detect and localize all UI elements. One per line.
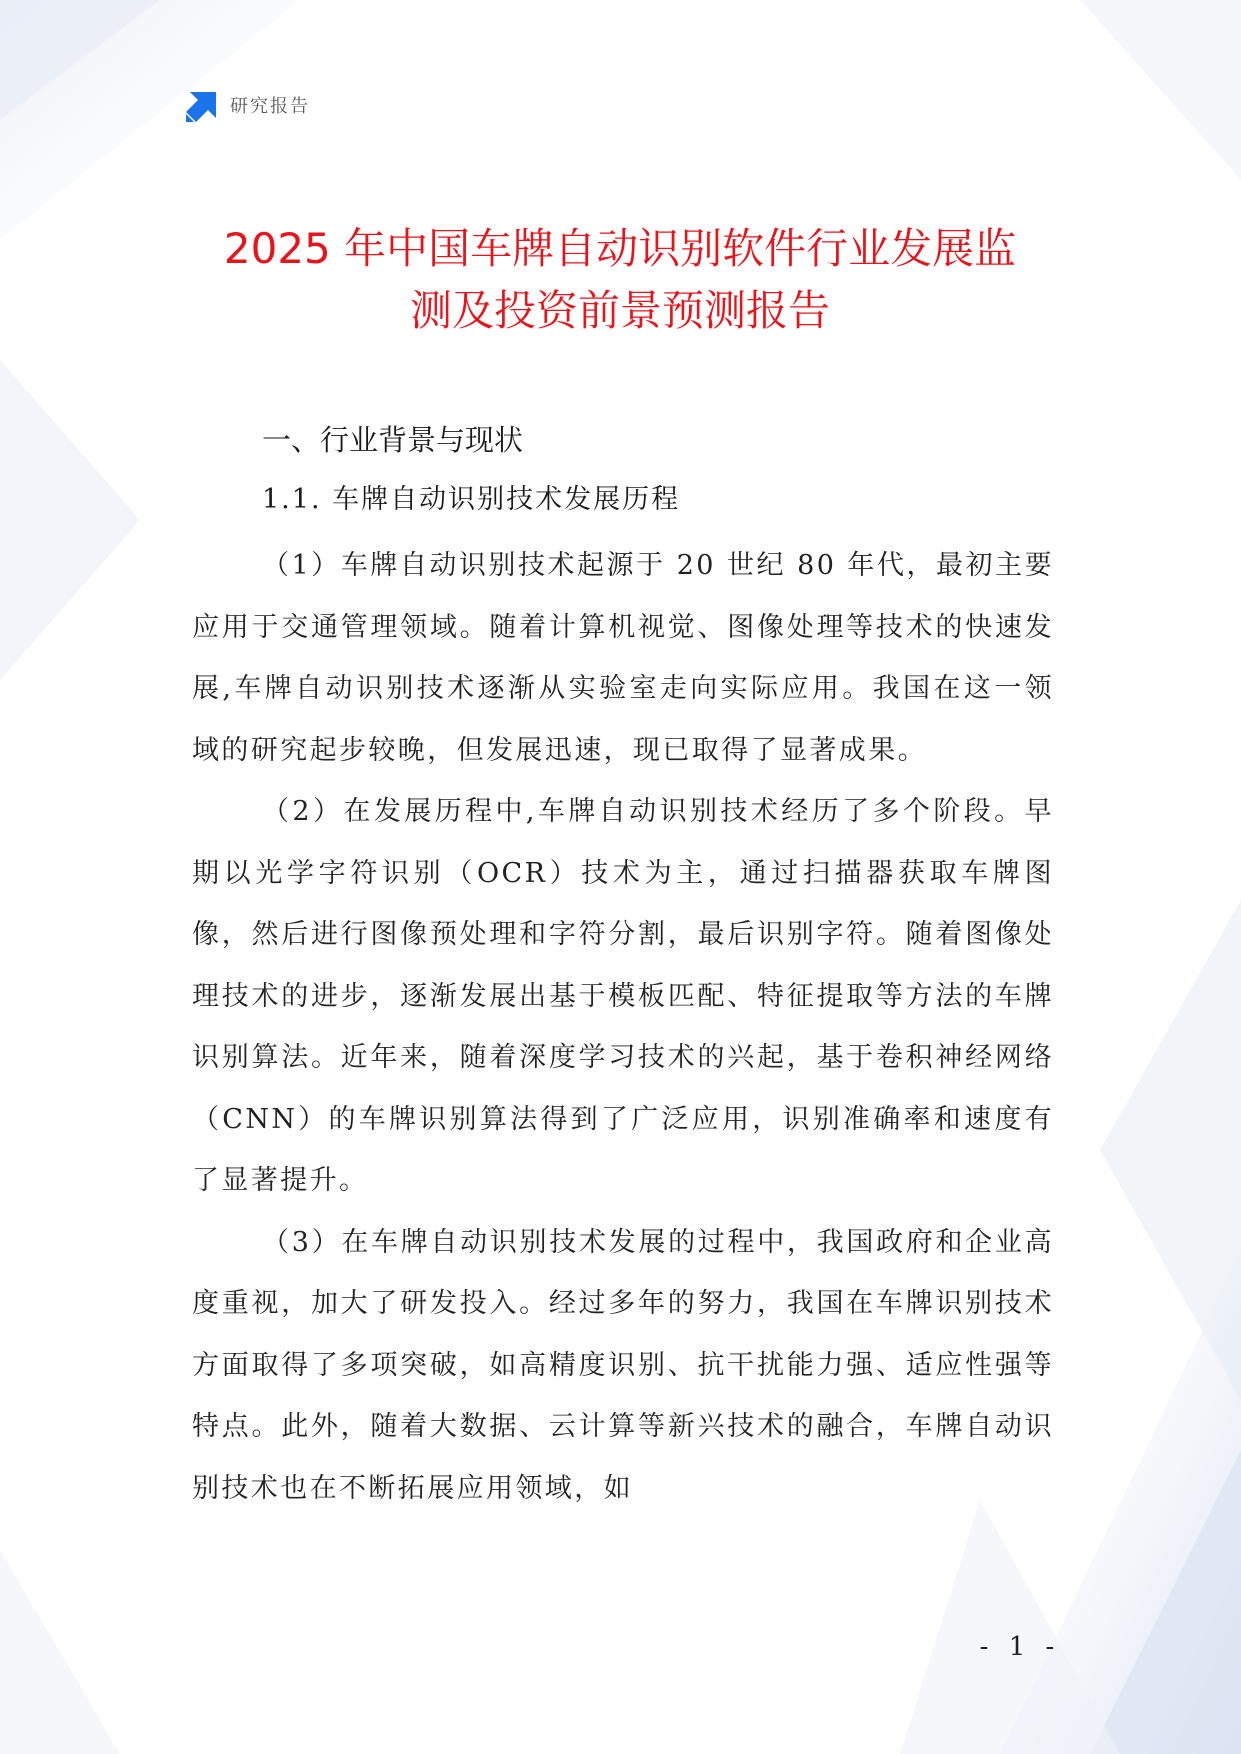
arrow-up-right-icon (186, 88, 220, 122)
header-label: 研究报告 (230, 96, 310, 117)
title-line-1: 2025 年中国车牌自动识别软件行业发展监 (223, 224, 1017, 273)
report-header (186, 88, 310, 122)
paragraph-1: （1）车牌自动识别技术起源于 20 世纪 80 年代，最初主要应用于交通管理领域。随着计算机视觉、图像处理等技术的快速发展,车牌自动识别技术逐渐从实验室走向实际应用。我国在这一领域的研究起步较晚，但发展迅速，现已取得了显著成果。 (192, 550, 1054, 766)
section-heading: 一、行业背景与现状 (262, 423, 524, 457)
paragraph-2: （2）在发展历程中,车牌自动识别技术经历了多个阶段。早期以光学字符识别（OCR）技术为主，通过扫描器获取车牌图像，然后进行图像预处理和字符分割，最后识别字符。随着图像处理技术的进步，逐渐发展出基于模板匹配、特征提取等方法的车牌识别算法。近年来，随着深度学习技术的兴起，基于卷积神经网络（CNN）的车牌识别算法得到了广泛应用，识别准确率和速度有了显著提升。 (192, 796, 1054, 1196)
paragraph-3: （3）在车牌自动识别技术发展的过程中，我国政府和企业高度重视，加大了研发投入。经过多年的努力，我国在车牌识别技术方面取得了多项突破，如高精度识别、抗干扰能力强、适应性强等特点。此外，随着大数据、云计算等新兴技术的融合，车牌自动识别技术也在不断拓展应用领域，如 (192, 1226, 1054, 1504)
document-body (192, 415, 1054, 1519)
subsection-heading: 1.1. 车牌自动识别技术发展历程 (262, 484, 681, 515)
title-line-2: 测及投资前景预测报告 (409, 286, 830, 335)
document-title (150, 218, 1090, 342)
page-number: - 1 - (979, 1632, 1061, 1662)
